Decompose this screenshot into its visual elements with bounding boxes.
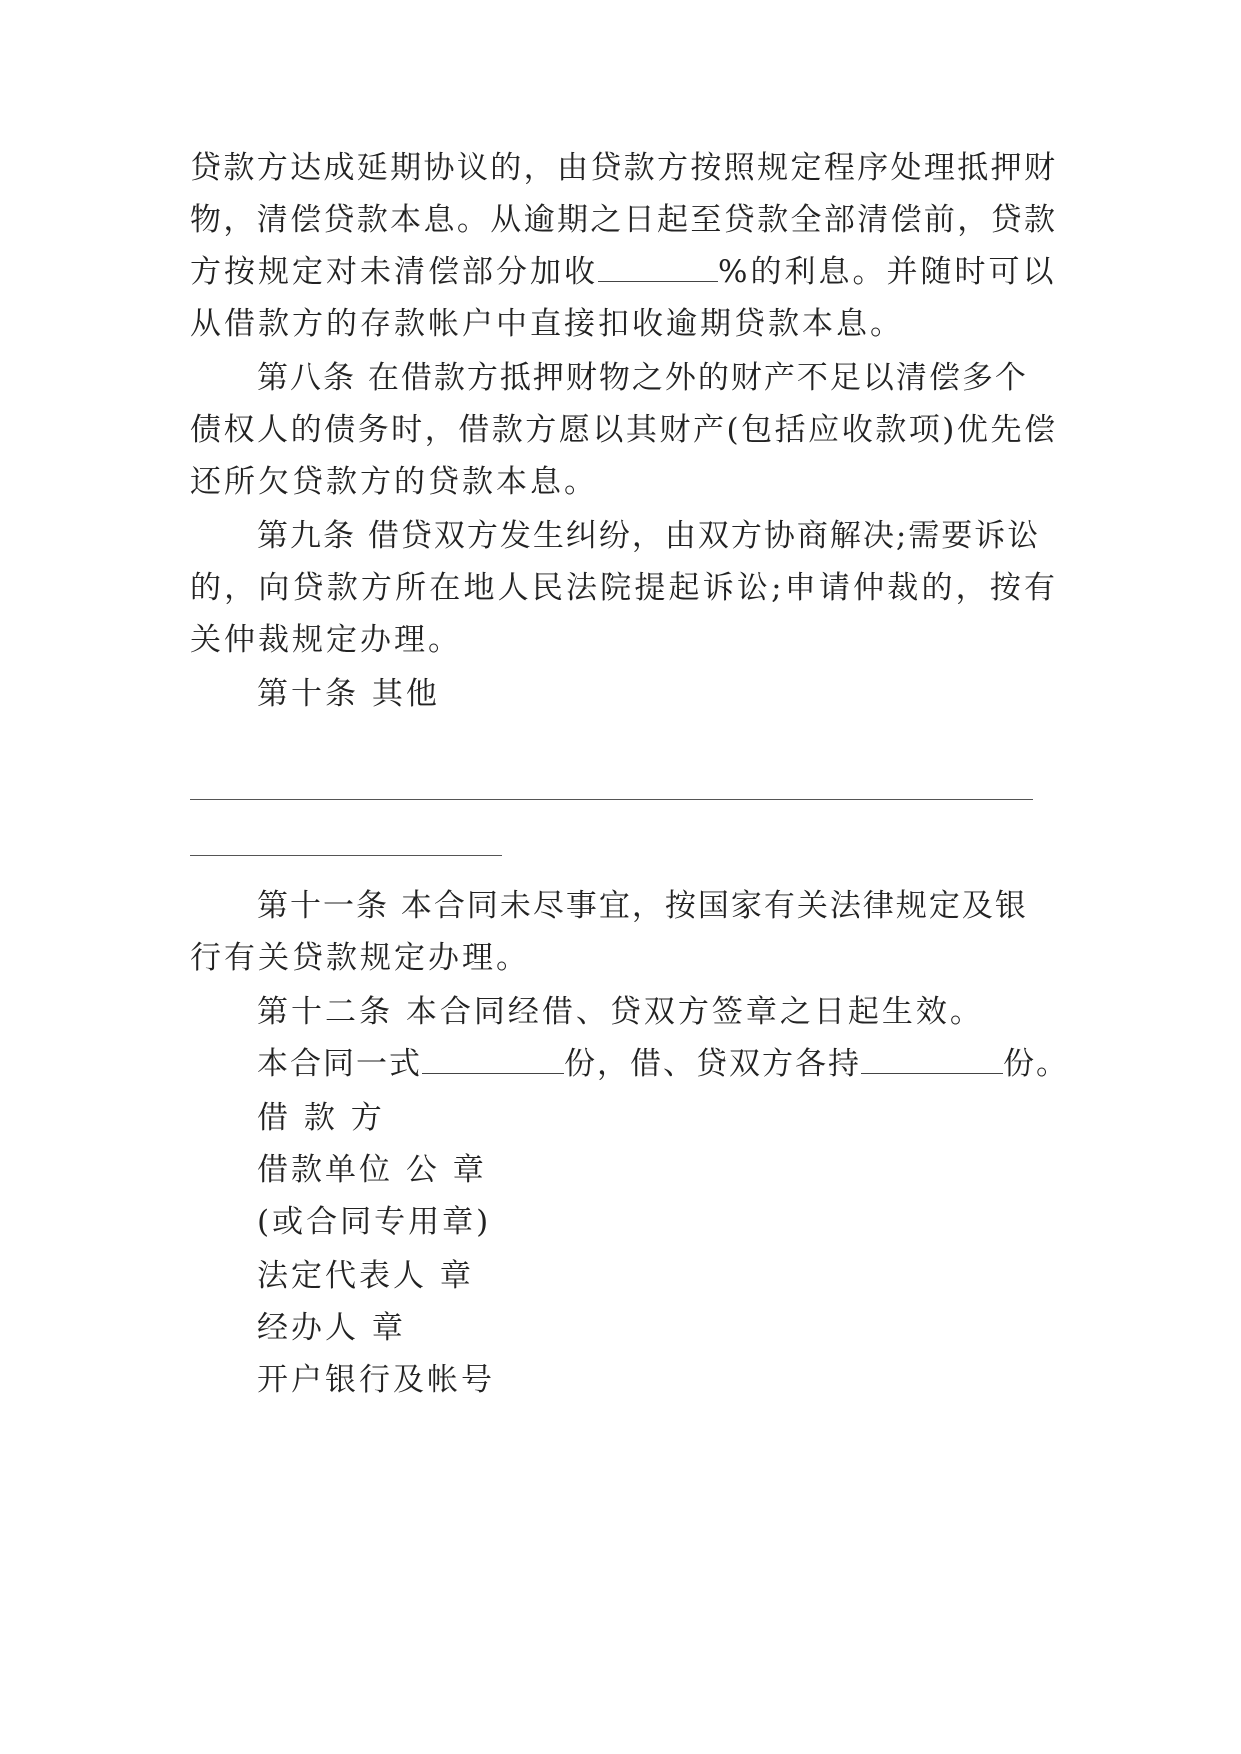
handler-seal: 经办人 章: [257, 1310, 406, 1346]
clause-11-line-1: 第十一条 本合同未尽事宜，按国家有关法律规定及银: [257, 888, 1028, 924]
interest-rate-blank: [598, 257, 718, 282]
copies-each-blank: [861, 1049, 1003, 1074]
contract-seal: (或合同专用章): [257, 1204, 492, 1240]
clause-8-line-2: 债权人的债务时，借款方愿以其财产(包括应收款项)优先偿: [190, 412, 1055, 448]
clause-8-line-1: 第八条 在借款方抵押财物之外的财产不足以清偿多个: [257, 360, 1028, 396]
clause-7-text-b: %的利息。并随时可以: [718, 254, 1057, 290]
clause-7-line-1: 贷款方达成延期协议的，由贷款方按照规定程序处理抵押财: [190, 150, 1055, 186]
borrower-heading: 借 款 方: [257, 1100, 385, 1136]
clause-9-line-2: 的，向贷款方所在地人民法院提起诉讼;申请仲裁的，按有: [190, 570, 1055, 606]
copies-total-blank: [422, 1049, 564, 1074]
borrower-seal: 借款单位 公 章: [257, 1152, 487, 1188]
legal-rep-seal: 法定代表人 章: [257, 1258, 474, 1294]
clause-9-line-1: 第九条 借贷双方发生纠纷，由双方协商解决;需要诉讼: [257, 518, 1041, 554]
clause-8-line-3: 还所欠贷款方的贷款本息。: [190, 464, 598, 500]
clause-7-line-4: 从借款方的存款帐户中直接扣收逾期贷款本息。: [190, 306, 904, 342]
copies-text-a: 本合同一式: [257, 1046, 422, 1082]
fill-in-line-2: [190, 855, 502, 856]
clause-12: 第十二条 本合同经借、贷双方签章之日起生效。: [257, 994, 984, 1030]
copies-text-b: 份，借、贷双方各持: [564, 1046, 861, 1082]
clause-10-heading: 第十条 其他: [257, 676, 440, 712]
clause-7-line-2: 物，清偿贷款本息。从逾期之日起至贷款全部清偿前，贷款: [190, 202, 1055, 238]
clause-11-line-2: 行有关贷款规定办理。: [190, 940, 530, 976]
clause-9-line-3: 关仲裁规定办理。: [190, 622, 462, 658]
bank-account: 开户银行及帐号: [257, 1362, 495, 1398]
fill-in-line-1: [190, 799, 1033, 800]
copies-line: [257, 1044, 1069, 1084]
copies-text-c: 份。: [1003, 1046, 1069, 1082]
clause-7-text-a: 方按规定对未清偿部分加收: [190, 254, 598, 290]
clause-7-line-3: [190, 252, 1055, 292]
